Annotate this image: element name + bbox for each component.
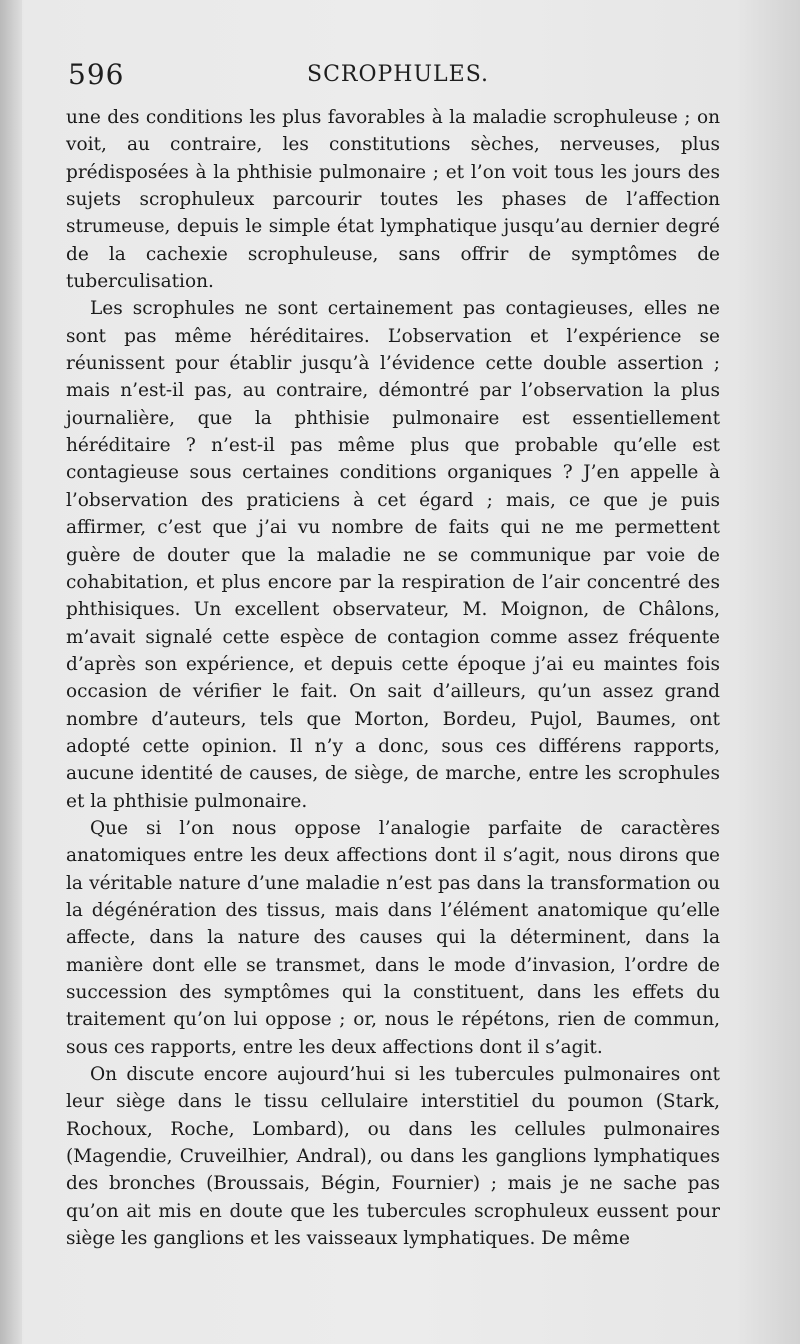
body-text <box>66 104 720 1252</box>
page-gutter-shadow <box>0 0 22 1344</box>
paragraph-1: une des conditions les plus favorables à la maladie scrophuleuse ; on voit, au contraire, les constitutions sèches, nerveuses, plus prédisposées à la phthisie pulmonaire ; et l’on voit tous les jours des sujets scrophuleux parcourir toutes les phases de l’affection strumeuse, depuis le simple état lymphatique jusqu’au dernier degré de la cachexie scrophuleuse, sans offrir de symptômes de tuberculisation. <box>66 107 720 293</box>
paragraph-3: Que si l’on nous oppose l’analogie parfaite de caractères anatomiques entre les deux affections dont il s’agit, nous dirons que la véritable nature d’une maladie n’est pas dans la transformation ou la dégénération des tissus, mais dans l’élément anatomique qu’elle affecte, dans la nature des causes qui la déterminent, dans la manière dont elle se transmet, dans le mode d’invasion, l’ordre de succession des symptômes qui la constituent, dans les effets du traitement qu’on lui oppose ; or, nous le répétons, rien de commun, sous ces rapports, entre les deux affections dont il s’agit. <box>66 817 720 1058</box>
page-header <box>68 58 728 98</box>
paragraph-4: On discute encore aujourd’hui si les tubercules pulmonaires ont leur siège dans le tissu cellulaire interstitiel du poumon (Stark, Rochoux, Roche, Lombard), ou dans les cellules pulmonaires (Magendie, Cruveilhier, Andral), ou dans les ganglions lymphatiques des bronches (Broussais, Bégin, Fournier) ; mais je ne sache pas qu’on ait mis en doute que les tubercules scrophuleux eussent pour siège les ganglions et les vaisseaux lymphatiques. De même <box>66 1064 720 1250</box>
running-title: SCROPHULES. <box>307 62 489 87</box>
page-number: 596 <box>68 58 125 91</box>
paragraph-2: Les scrophules ne sont certainement pas contagieuses, elles ne sont pas même héréditaires. L’observation et l’expérience se réunissent pour établir jusqu’à l’évidence cette double assertion ; mais n’est-il pas, au contraire, démontré par l’observation la plus journalière, que la phthisie pulmonaire est essentiellement héréditaire ? n’est-il pas même plus que probable qu’elle est contagieuse sous certaines conditions organiques ? J’en appelle à l’observation des praticiens à cet égard ; mais, ce que je puis affirmer, c’est que j’ai vu nombre de faits qui ne me permettent guère de douter que la maladie ne se communique par voie de cohabitation, et plus encore par la respiration de l’air concentré des phthisiques. Un excellent observateur, M. Moignon, de Châlons, m’avait signalé cette espèce de contagion comme assez fréquente d’après son expérience, et depuis cette époque j’ai eu maintes fois occasion de vérifier le fait. On sait d’ailleurs, qu’un assez grand nombre d’auteurs, tels que Morton, Bordeu, Pujol, Baumes, ont adopté cette opinion. Il n’y a donc, sous ces différens rapports, aucune identité de causes, de siège, de marche, entre les scrophules et la phthisie pulmonaire. <box>66 298 720 812</box>
